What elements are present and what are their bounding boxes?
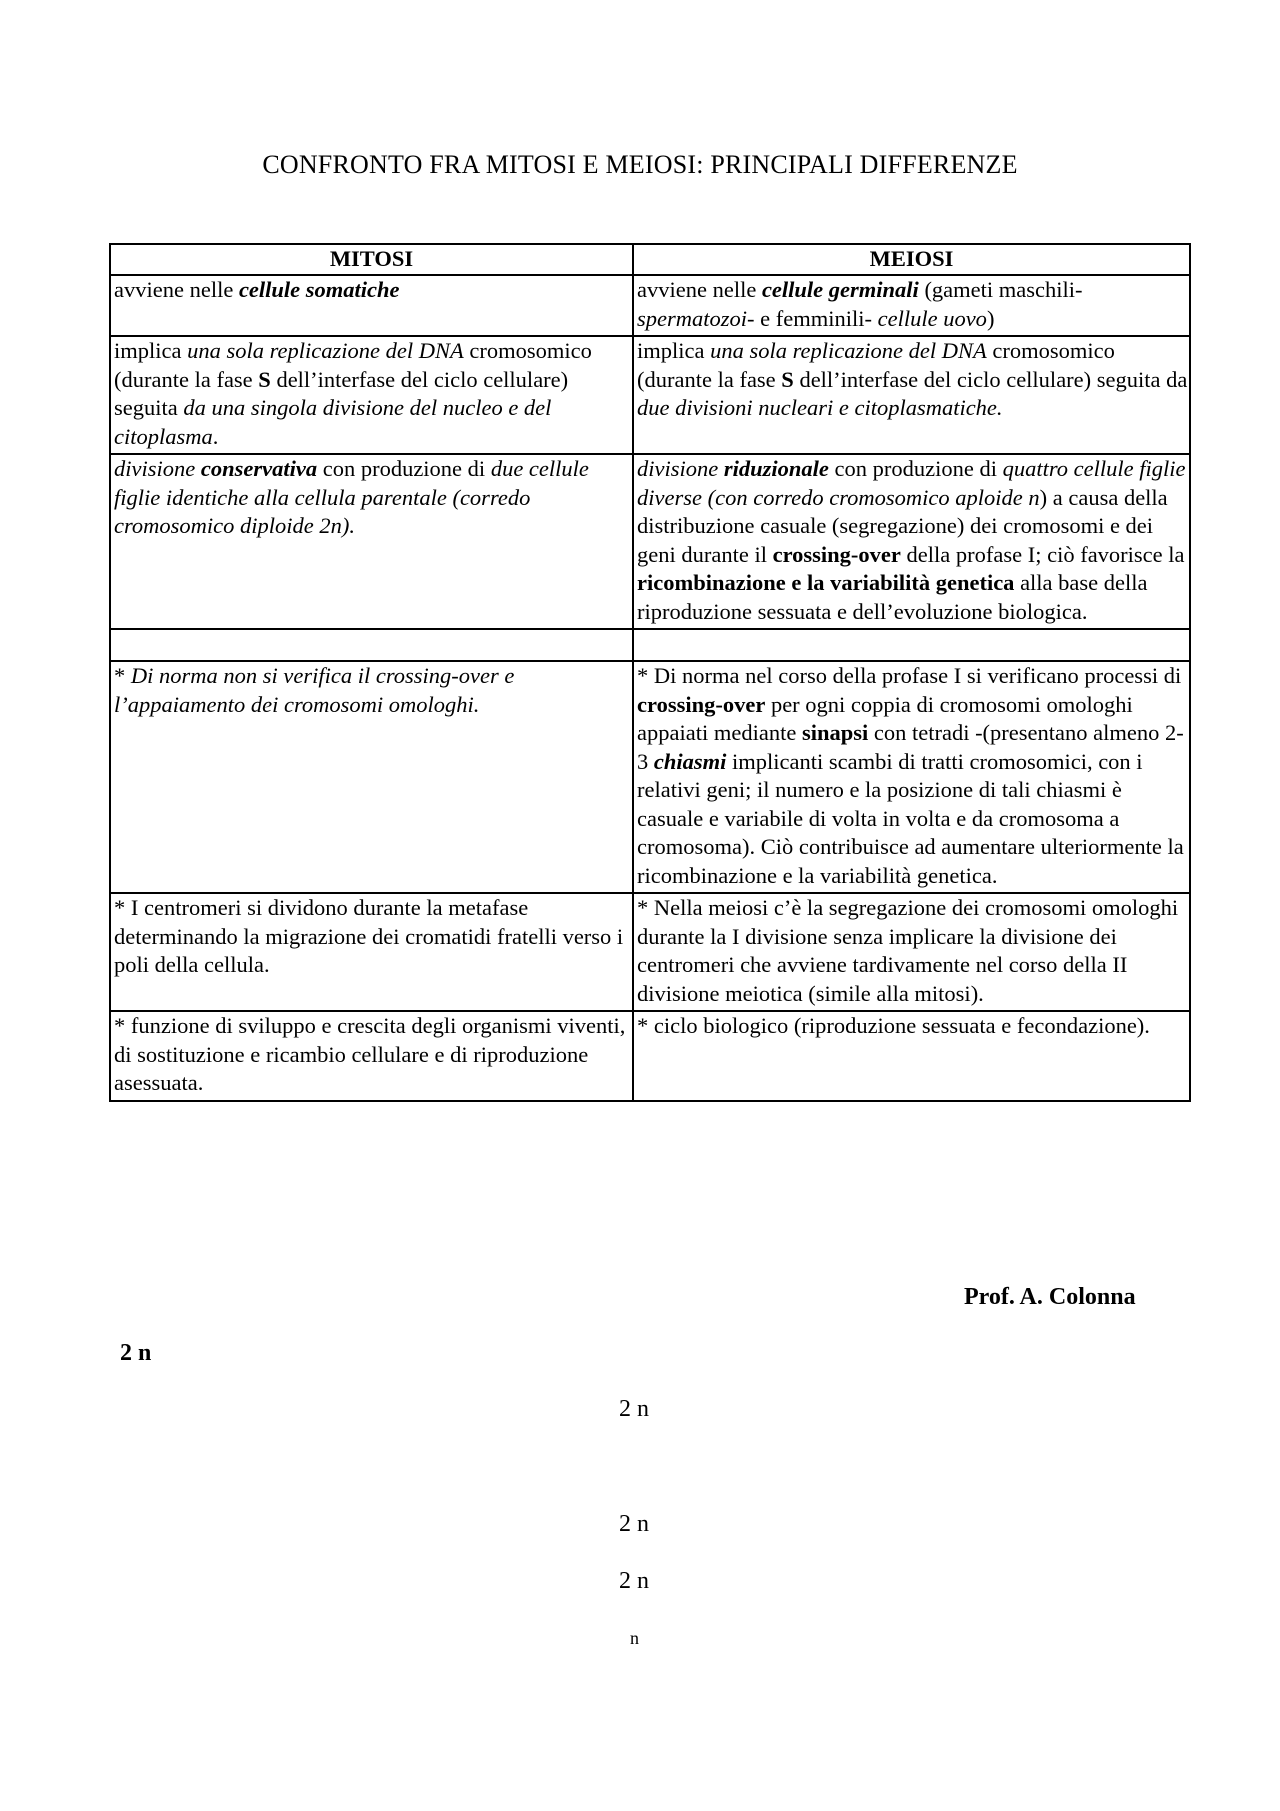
text-segment: conservativa <box>200 456 318 481</box>
text-segment: (gameti maschili- <box>918 277 1083 302</box>
comparison-table <box>109 243 1191 1102</box>
table-row <box>110 893 1190 1011</box>
cell-meiosi <box>633 629 1190 661</box>
text-segment: avviene nelle <box>637 277 762 302</box>
text-segment: per ogni coppia di cromosomi omologhi appaiati mediante <box>637 691 1133 745</box>
cell-meiosi <box>633 893 1190 1011</box>
cell-mitosi <box>110 1011 633 1101</box>
cell-meiosi <box>633 454 1190 629</box>
text-segment: divisione <box>637 456 724 481</box>
label-2n: 2 n <box>619 1396 649 1422</box>
table-body <box>110 275 1190 1101</box>
text-segment: S <box>781 366 794 392</box>
text-segment: ricombinazione e la variabilità genetica <box>637 570 1015 595</box>
label-2n: 2 n <box>619 1511 649 1537</box>
text-segment: cromosomico (durante la fase <box>637 338 1115 392</box>
cell-mitosi <box>110 629 633 661</box>
table-row <box>110 336 1190 454</box>
text-segment: una sola replicazione del DNA <box>710 338 987 363</box>
table-row <box>110 1011 1190 1101</box>
text-segment: chiasmi <box>653 748 727 774</box>
text-segment: della profase I; ciò favorisce la <box>900 541 1185 567</box>
cell-mitosi <box>110 454 633 629</box>
cell-mitosi <box>110 336 633 454</box>
text-segment: * I centromeri si dividono durante la metafase determinando la migrazione dei cromatidi fratelli verso i poli della cellula. <box>114 895 624 977</box>
table-row <box>110 629 1190 661</box>
text-segment: con produzione di <box>828 456 1003 481</box>
text-segment: * <box>114 663 131 688</box>
text-segment: crossing-over <box>772 541 901 567</box>
text-segment: ) <box>986 305 995 331</box>
text-segment: cellule uovo <box>877 305 987 331</box>
text-segment: implica <box>114 338 188 363</box>
text-segment: riduzionale <box>723 456 829 481</box>
text-segment: con produzione di <box>317 456 491 481</box>
text-segment: quattro cellule figlie diverse (con corredo cromosomico aploide n <box>637 456 1186 510</box>
cell-meiosi <box>633 336 1190 454</box>
text-segment: implica <box>637 338 711 363</box>
cell-mitosi <box>110 893 633 1011</box>
text-segment: cromosomico (durante la fase <box>114 338 592 392</box>
text-segment: dell’interfase del ciclo cellulare) seguita <box>114 366 569 420</box>
cell-meiosi <box>633 275 1190 336</box>
label-2n: 2 n <box>619 1568 649 1594</box>
cell-mitosi <box>110 275 633 336</box>
text-segment: dell’interfase del ciclo cellulare) seguita da <box>793 366 1188 392</box>
text-segment: * funzione di sviluppo e crescita degli organismi viventi, di sostituzione e ricambio cellulare e di riproduzione asessuata. <box>114 1013 626 1095</box>
table-row <box>110 275 1190 336</box>
text-segment: * ciclo biologico (riproduzione sessuata e fecondazione). <box>637 1013 1150 1038</box>
text-segment: * Nella meiosi c’è la segregazione dei cromosomi omologhi durante la I divisione senza implicare la divisione dei centromeri che avviene tardivamente nel corso della II divisione meiotica (simile alla mitosi). <box>637 895 1179 1006</box>
text-segment: spermatozoi <box>637 305 748 331</box>
text-segment: cellule somatiche <box>238 277 400 302</box>
text-segment: S <box>258 366 271 392</box>
text-segment: avviene nelle <box>114 277 239 302</box>
text-segment: - e femminili- <box>747 305 878 331</box>
text-segment: alla base della riproduzione sessuata e dell’evoluzione biologica. <box>637 570 1148 624</box>
text-segment: divisione <box>114 456 201 481</box>
text-segment: da una singola divisione del nucleo e del citoplasma <box>114 395 552 449</box>
text-segment: implicanti scambi di tratti cromosomici, con i relativi geni; il numero e la posizione di tali chiasmi è casuale e variabile di volta in volta e da cromosoma a cromosoma). Ciò contribuisce ad aumentare ulteriormente la ricombinazione e la variabilità genetica. <box>637 748 1184 888</box>
header-mitosi: MITOSI <box>110 244 633 275</box>
text-segment: cellule germinali <box>761 277 919 302</box>
text-segment: Di norma non si verifica il crossing-over e l’appaiamento dei cromosomi omologhi. <box>114 663 515 717</box>
label-2n-bold: 2 n <box>120 1340 152 1366</box>
text-segment: crossing-over <box>637 691 766 717</box>
text-segment: due cellule figlie identiche alla cellula parentale (corredo cromosomico diploide 2n). <box>114 456 589 538</box>
text-segment: ) a causa della distribuzione casuale (segregazione) dei cromosomi e dei geni durante il <box>637 484 1168 567</box>
cell-meiosi <box>633 661 1190 893</box>
text-segment: due divisioni nucleari e citoplasmatiche. <box>637 395 1003 420</box>
text-segment: * Di norma nel corso della profase I si verificano processi di <box>637 663 1182 688</box>
text-segment: sinapsi <box>801 720 869 745</box>
table-row <box>110 454 1190 629</box>
page-title: CONFRONTO FRA MITOSI E MEIOSI: PRINCIPALI DIFFERENZE <box>262 150 1018 179</box>
table-header-row <box>110 244 1190 275</box>
text-segment: con tetradi -(presentano almeno 2-3 <box>637 720 1184 774</box>
text-segment: . <box>212 423 219 449</box>
cell-mitosi <box>110 661 633 893</box>
table-row <box>110 661 1190 893</box>
label-n: n <box>630 1628 639 1648</box>
cell-meiosi <box>633 1011 1190 1101</box>
header-meiosi: MEIOSI <box>633 244 1190 275</box>
text-segment: una sola replicazione del DNA <box>187 338 464 363</box>
signature: Prof. A. Colonna <box>964 1284 1136 1310</box>
